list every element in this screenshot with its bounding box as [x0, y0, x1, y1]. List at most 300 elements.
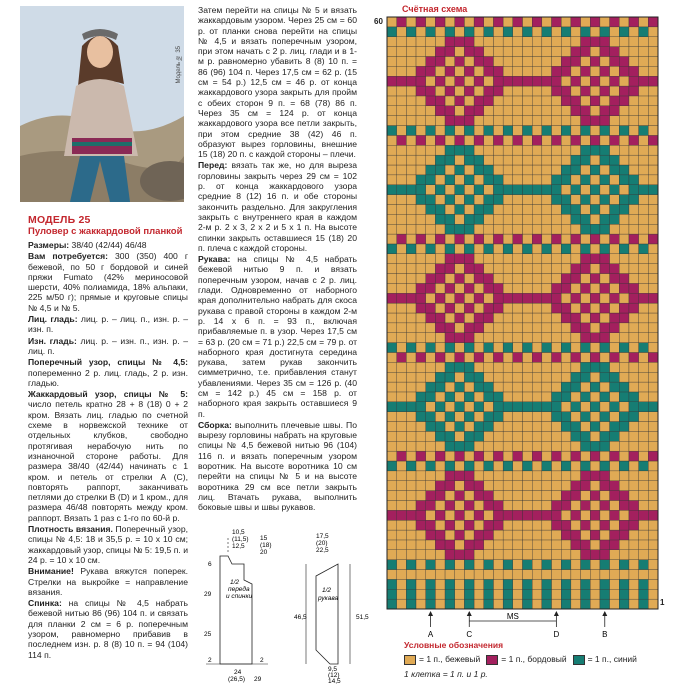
- chart-cell: [484, 491, 494, 501]
- chart-cell: [416, 234, 426, 244]
- chart-cell: [503, 224, 513, 234]
- chart-cell: [397, 86, 407, 96]
- chart-cell: [542, 599, 552, 609]
- chart-cell: [503, 17, 513, 27]
- chart-cell: [464, 500, 474, 510]
- chart-cell: [619, 96, 629, 106]
- chart-cell: [426, 165, 436, 175]
- chart-cell: [532, 461, 542, 471]
- chart-cell: [406, 195, 416, 205]
- body-height-label: 25: [204, 631, 212, 638]
- chart-cell: [561, 402, 571, 412]
- chart-cell: [619, 402, 629, 412]
- chart-cell: [406, 106, 416, 116]
- chart-cell: [464, 116, 474, 126]
- neck-width-label-2: (11,5): [232, 536, 249, 543]
- chart-cell: [397, 116, 407, 126]
- chart-cell: [416, 382, 426, 392]
- chart-cell: [561, 441, 571, 451]
- chart-cell: [503, 244, 513, 254]
- chart-cell: [406, 481, 416, 491]
- chart-cell: [610, 303, 620, 313]
- chart-cell: [387, 500, 397, 510]
- chart-cell: [523, 589, 533, 599]
- chart-cell: [387, 66, 397, 76]
- chart-cell: [561, 155, 571, 165]
- chart-cell: [571, 579, 581, 589]
- chart-cell: [648, 254, 658, 264]
- chart-cell: [435, 550, 445, 560]
- chart-cell: [513, 500, 523, 510]
- chart-cell: [532, 116, 542, 126]
- chart-cell: [532, 313, 542, 323]
- chart-cell: [406, 520, 416, 530]
- chart-cell: [571, 570, 581, 580]
- chart-cell: [629, 382, 639, 392]
- chart-cell: [406, 382, 416, 392]
- chart-cell: [648, 323, 658, 333]
- chart-cell: [523, 333, 533, 343]
- chart-cell: [561, 471, 571, 481]
- chart-cell: [561, 234, 571, 244]
- chart-cell: [387, 412, 397, 422]
- chart-cell: [619, 116, 629, 126]
- chart-cell: [532, 185, 542, 195]
- chart-cell: [406, 293, 416, 303]
- chart-cell: [455, 343, 465, 353]
- chart-cell: [503, 165, 513, 175]
- chart-cell: [416, 481, 426, 491]
- chart-cell: [571, 254, 581, 264]
- chart-cell: [590, 244, 600, 254]
- chart-cell: [455, 86, 465, 96]
- chart-cell: [493, 382, 503, 392]
- chart-cell: [445, 135, 455, 145]
- chart-cell: [542, 352, 552, 362]
- chart-cell: [493, 372, 503, 382]
- chart-cell: [629, 76, 639, 86]
- chart-cell: [397, 491, 407, 501]
- chart-cell: [464, 313, 474, 323]
- chart-cell: [445, 500, 455, 510]
- chart-cell: [581, 323, 591, 333]
- chart-cell: [629, 520, 639, 530]
- chart-cell: [387, 145, 397, 155]
- chart-cell: [513, 422, 523, 432]
- chart-cell: [455, 293, 465, 303]
- chart-cell: [464, 244, 474, 254]
- chart-cell: [397, 422, 407, 432]
- chart-cell: [542, 165, 552, 175]
- chart-cell: [503, 352, 513, 362]
- chart-cell: [639, 422, 649, 432]
- chart-cell: [523, 491, 533, 501]
- chart-cell: [532, 451, 542, 461]
- chart-cell: [513, 372, 523, 382]
- chart-cell: [619, 175, 629, 185]
- chart-cell: [513, 599, 523, 609]
- chart-cell: [435, 451, 445, 461]
- chart-cell: [571, 481, 581, 491]
- chart-cell: [532, 224, 542, 234]
- chart-cell: [542, 481, 552, 491]
- chart-cell: [435, 135, 445, 145]
- chart-cell: [445, 540, 455, 550]
- chart-cell: [581, 214, 591, 224]
- chart-cell: [387, 116, 397, 126]
- chart-cell: [493, 126, 503, 136]
- chart-cell: [561, 224, 571, 234]
- chart-cell: [532, 96, 542, 106]
- chart-cell: [493, 530, 503, 540]
- chart-cell: [445, 323, 455, 333]
- chart-cell: [445, 254, 455, 264]
- chart-cell: [629, 362, 639, 372]
- chart-cell: [610, 412, 620, 422]
- chart-cell: [629, 204, 639, 214]
- chart-cell: [542, 372, 552, 382]
- chart-cell: [455, 37, 465, 47]
- chart-cell: [513, 274, 523, 284]
- chart-cell: [435, 333, 445, 343]
- chart-cell: [474, 244, 484, 254]
- chart-cell: [561, 560, 571, 570]
- chart-cell: [464, 422, 474, 432]
- chart-cell: [639, 254, 649, 264]
- chart-cell: [610, 126, 620, 136]
- chart-cell: [581, 481, 591, 491]
- chart-cell: [416, 96, 426, 106]
- chart-cell: [600, 372, 610, 382]
- chart-cell: [445, 372, 455, 382]
- chart-cell: [561, 323, 571, 333]
- chart-cell: [503, 126, 513, 136]
- chart-cell: [581, 254, 591, 264]
- chart-cell: [455, 451, 465, 461]
- chart-cell: [532, 56, 542, 66]
- chart-cell: [493, 540, 503, 550]
- chart-cell: [416, 352, 426, 362]
- chart-cell: [561, 451, 571, 461]
- chart-cell: [610, 579, 620, 589]
- chart-cell: [590, 382, 600, 392]
- chart-cell: [513, 37, 523, 47]
- chart-cell: [435, 500, 445, 510]
- chart-cell: [503, 195, 513, 205]
- chart-cell: [416, 540, 426, 550]
- chart-cell: [503, 274, 513, 284]
- chart-cell: [648, 520, 658, 530]
- chart-cell: [619, 520, 629, 530]
- chart-cell: [397, 392, 407, 402]
- chart-cell: [552, 461, 562, 471]
- chart-cell: [610, 471, 620, 481]
- chart-cell: [571, 352, 581, 362]
- chart-cell: [426, 27, 436, 37]
- chart-cell: [523, 204, 533, 214]
- chart-cell: [474, 234, 484, 244]
- legend-title: Условные обозначения: [404, 640, 504, 650]
- chart-cell: [493, 333, 503, 343]
- chart-cell: [474, 491, 484, 501]
- chart-cell: [455, 481, 465, 491]
- chart-cell: [474, 17, 484, 27]
- neck-depth-label: 6: [208, 561, 212, 568]
- chart-cell: [523, 352, 533, 362]
- chart-cell: [600, 362, 610, 372]
- chart-cell: [513, 224, 523, 234]
- chart-cell: [590, 550, 600, 560]
- chart-cell: [639, 343, 649, 353]
- chart-cell: [406, 56, 416, 66]
- chart-cell: [406, 402, 416, 412]
- chart-cell: [581, 56, 591, 66]
- chart-cell: [513, 76, 523, 86]
- shoulder-label-2: (18): [260, 542, 272, 549]
- chart-cell: [426, 145, 436, 155]
- chart-cell: [600, 185, 610, 195]
- chart-cell: [610, 491, 620, 501]
- chart-cell: [445, 599, 455, 609]
- chart-cell: [590, 185, 600, 195]
- chart-cell: [435, 343, 445, 353]
- chart-cell: [552, 27, 562, 37]
- chart-cell: [610, 362, 620, 372]
- chart-cell: [571, 106, 581, 116]
- chart-cell: [493, 471, 503, 481]
- chart-cell: [639, 451, 649, 461]
- chart-cell: [493, 422, 503, 432]
- chart-cell: [600, 313, 610, 323]
- chart-cell: [581, 293, 591, 303]
- chart-cell: [416, 76, 426, 86]
- chart-cell: [455, 402, 465, 412]
- chart-cell: [513, 510, 523, 520]
- chart-cell: [387, 540, 397, 550]
- arrow-a-head: [428, 611, 433, 616]
- chart-cell: [493, 441, 503, 451]
- chart-cell: [387, 155, 397, 165]
- chart-cell: [455, 362, 465, 372]
- chart-cell: [571, 382, 581, 392]
- chart-cell: [464, 392, 474, 402]
- chart-cell: [445, 293, 455, 303]
- chart-cell: [464, 293, 474, 303]
- chart-cell: [397, 214, 407, 224]
- chart-cell: [416, 126, 426, 136]
- chart-cell: [600, 116, 610, 126]
- chart-cell: [426, 86, 436, 96]
- chart-cell: [464, 234, 474, 244]
- chart-cell: [639, 599, 649, 609]
- chart-cell: [600, 274, 610, 284]
- chart-cell: [445, 214, 455, 224]
- chart-cell: [532, 471, 542, 481]
- chart-cell: [552, 481, 562, 491]
- chart-cell: [493, 520, 503, 530]
- chart-cell: [610, 313, 620, 323]
- chart-cell: [435, 372, 445, 382]
- chart-cell: [552, 550, 562, 560]
- chart-cell: [648, 204, 658, 214]
- chart-cell: [464, 145, 474, 155]
- chart-cell: [552, 570, 562, 580]
- chart-cell: [639, 47, 649, 57]
- chart-cell: [416, 116, 426, 126]
- chart-cell: [445, 116, 455, 126]
- chart-cell: [590, 274, 600, 284]
- chart-cell: [629, 175, 639, 185]
- chart-cell: [523, 155, 533, 165]
- chart-cell: [445, 175, 455, 185]
- chart-cell: [581, 195, 591, 205]
- chart-cell: [426, 560, 436, 570]
- chart-cell: [610, 392, 620, 402]
- chart-cell: [532, 372, 542, 382]
- chart-cell: [484, 589, 494, 599]
- chart-cell: [581, 451, 591, 461]
- chart-cell: [474, 254, 484, 264]
- chart-cell: [484, 293, 494, 303]
- chart-cell: [464, 579, 474, 589]
- chart-cell: [629, 481, 639, 491]
- chart-cell: [455, 540, 465, 550]
- chart-cell: [503, 66, 513, 76]
- chart-cell: [542, 224, 552, 234]
- chart-cell: [455, 224, 465, 234]
- chart-cell: [397, 17, 407, 27]
- chart-cell: [387, 37, 397, 47]
- arrow-b-head: [602, 611, 607, 616]
- chart-cell: [561, 254, 571, 264]
- chart-cell: [600, 510, 610, 520]
- chart-cell: [581, 431, 591, 441]
- chart-cell: [629, 491, 639, 501]
- chart-cell: [542, 579, 552, 589]
- chart-cell: [503, 37, 513, 47]
- chart-cell: [455, 382, 465, 392]
- chart-cell: [590, 471, 600, 481]
- chart-cell: [542, 254, 552, 264]
- chart-cell: [590, 293, 600, 303]
- chart-cell: [474, 392, 484, 402]
- chart-cell: [426, 451, 436, 461]
- chart-cell: [600, 195, 610, 205]
- chart-cell: [493, 155, 503, 165]
- pattern-schematic: [198, 524, 383, 684]
- chart-cell: [416, 195, 426, 205]
- chart-cell: [503, 510, 513, 520]
- chart-cell: [552, 244, 562, 254]
- chart-cell: [406, 224, 416, 234]
- chart-cell: [464, 560, 474, 570]
- chart-cell: [639, 283, 649, 293]
- chart-cell: [435, 126, 445, 136]
- chart-cell: [455, 96, 465, 106]
- chart-cell: [581, 175, 591, 185]
- chart-cell: [435, 274, 445, 284]
- chart-cell: [639, 214, 649, 224]
- chart-cell: [435, 491, 445, 501]
- chart-cell: [416, 392, 426, 402]
- chart-cell: [416, 333, 426, 343]
- chart-cell: [600, 214, 610, 224]
- chart-cell: [619, 126, 629, 136]
- chart-cell: [503, 451, 513, 461]
- chart-cell: [426, 66, 436, 76]
- chart-cell: [532, 293, 542, 303]
- chart-cell: [464, 37, 474, 47]
- chart-cell: [552, 264, 562, 274]
- chart-cell: [532, 570, 542, 580]
- chart-cell: [610, 264, 620, 274]
- chart-cell: [493, 106, 503, 116]
- chart-cell: [435, 86, 445, 96]
- chart-cell: [416, 412, 426, 422]
- chart-cell: [581, 116, 591, 126]
- chart-cell: [474, 382, 484, 392]
- chart-cell: [406, 471, 416, 481]
- chart-cell: [600, 264, 610, 274]
- chart-cell: [445, 126, 455, 136]
- chart-cell: [406, 254, 416, 264]
- chart-cell: [426, 392, 436, 402]
- chart-cell: [619, 599, 629, 609]
- chart-cell: [590, 372, 600, 382]
- chart-cell: [610, 402, 620, 412]
- chart-cell: [561, 372, 571, 382]
- chart-cell: [455, 510, 465, 520]
- chart-cell: [600, 570, 610, 580]
- chart-cell: [503, 441, 513, 451]
- chart-cell: [629, 274, 639, 284]
- chart-cell: [503, 86, 513, 96]
- chart-cell: [503, 303, 513, 313]
- chart-cell: [542, 274, 552, 284]
- chart-cell: [523, 165, 533, 175]
- chart-cell: [445, 589, 455, 599]
- chart-cell: [542, 47, 552, 57]
- chart-cell: [426, 343, 436, 353]
- chart-cell: [455, 550, 465, 560]
- chart-cell: [600, 422, 610, 432]
- chart-cell: [561, 274, 571, 284]
- chart-cell: [445, 431, 455, 441]
- chart-cell: [639, 135, 649, 145]
- chart-cell: [397, 313, 407, 323]
- chart-cell: [581, 392, 591, 402]
- chart-cell: [474, 37, 484, 47]
- chart-cell: [435, 17, 445, 27]
- chart-cell: [619, 451, 629, 461]
- chart-cell: [503, 570, 513, 580]
- chart-cell: [571, 116, 581, 126]
- chart-cell: [590, 76, 600, 86]
- chart-cell: [639, 481, 649, 491]
- chart-cell: [474, 96, 484, 106]
- chart-cell: [426, 195, 436, 205]
- chart-cell: [552, 382, 562, 392]
- chart-cell: [639, 579, 649, 589]
- chart-cell: [493, 145, 503, 155]
- chart-cell: [416, 323, 426, 333]
- chart-cell: [629, 17, 639, 27]
- legend-item-beige: = 1 п., бежевый: [404, 654, 480, 665]
- back-piece-paragraph: Спинка: на спицы № 4,5 набрать бежевой нитью 86 (96) 104 п. и связать для планки 2 см = 6 р. поперечным узором, равномерно прибавив в последнем изн. р. 8 (8) 10 п. = 94 (104) 114 п.: [28, 598, 188, 660]
- chart-cell: [629, 333, 639, 343]
- chart-cell: [416, 135, 426, 145]
- chart-cell: [571, 47, 581, 57]
